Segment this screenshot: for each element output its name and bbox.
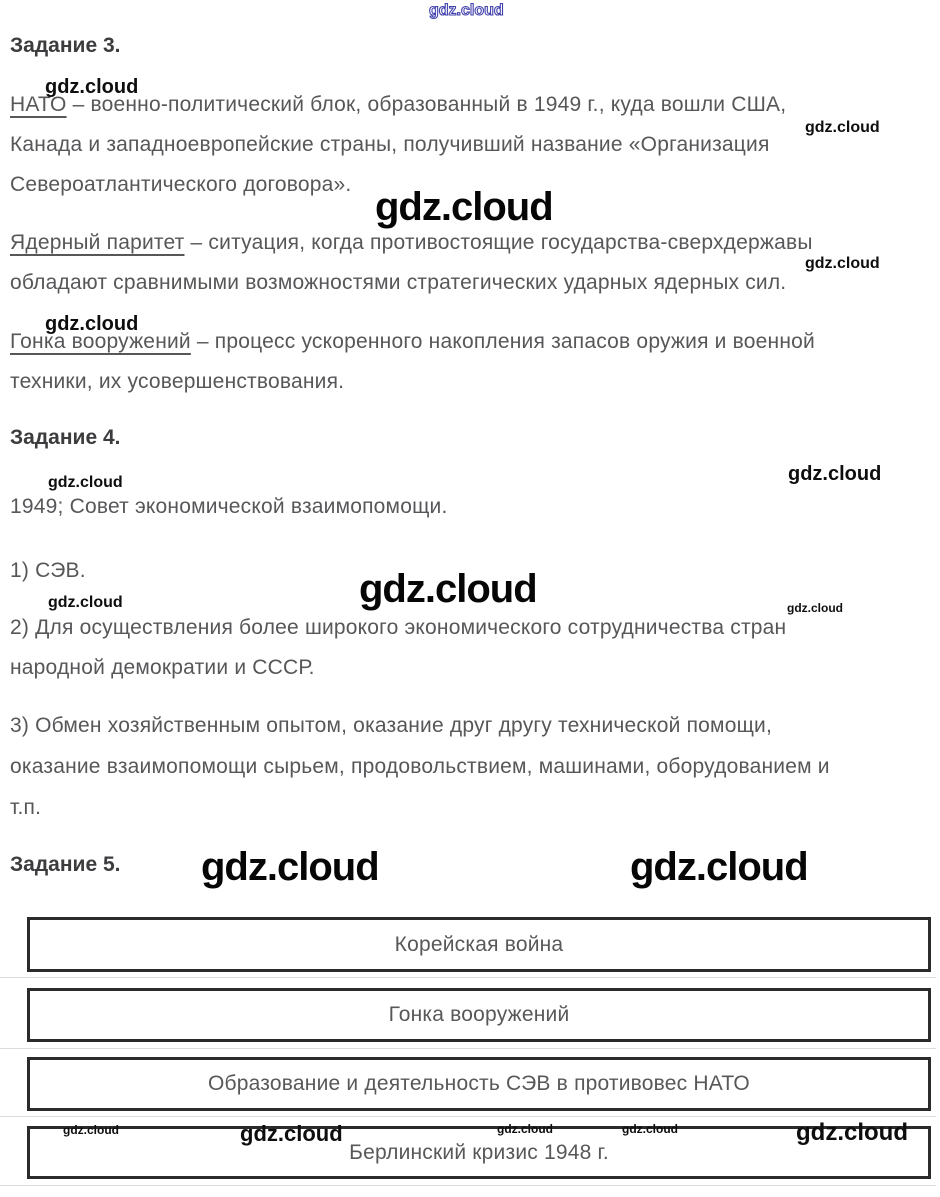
box-shadow-line xyxy=(0,1116,936,1117)
definition-text: – процесс ускоренного накопления запасов оружия и военной xyxy=(190,330,815,353)
watermark: gdz.cloud xyxy=(497,1122,553,1136)
answer-line: народной демократии и СССР. xyxy=(10,656,315,679)
watermark: gdz.cloud xyxy=(63,1123,119,1137)
task3-title: Задание 3. xyxy=(10,34,121,57)
watermark: gdz.cloud xyxy=(796,1119,908,1146)
table-row xyxy=(27,1057,931,1111)
answer-line: 1949; Совет экономической взаимопомощи. xyxy=(10,495,448,518)
answer-line: т.п. xyxy=(10,796,42,819)
watermark: gdz.cloud xyxy=(201,845,379,889)
task4-answer-3 xyxy=(10,705,830,828)
task4-intro xyxy=(10,487,448,527)
watermark: gdz.cloud xyxy=(45,313,139,335)
task4-answer-1 xyxy=(10,551,86,591)
watermark: gdz.cloud xyxy=(45,76,139,98)
watermark: gdz.cloud xyxy=(787,601,843,615)
definition-line: обладают сравнимыми возможностями стратегических ударных ядерных сил. xyxy=(10,271,787,294)
term-nuclear-parity: Ядерный паритет xyxy=(10,231,185,254)
definition-nuclear-parity xyxy=(10,223,813,303)
box-shadow-line xyxy=(0,1185,936,1186)
table-row-label: Берлинский кризис 1948 г. xyxy=(349,1140,609,1164)
answer-line: оказание взаимопомощи сырьем, продовольствием, машинами, оборудованием и xyxy=(10,755,830,778)
table-row-label: Образование и деятельность СЭВ в противовес НАТО xyxy=(208,1072,750,1095)
watermark: gdz.cloud xyxy=(240,1121,343,1146)
table-row xyxy=(27,917,931,972)
definition-line: техники, их усовершенствования. xyxy=(10,370,345,393)
watermark: gdz.cloud xyxy=(622,1122,678,1136)
box-shadow-line xyxy=(0,1048,936,1049)
watermark: gdz.cloud xyxy=(630,845,808,889)
answer-line: 1) СЭВ. xyxy=(10,559,86,582)
term-nato: НАТО xyxy=(10,93,67,116)
definition-line: Канада и западноевропейские страны, получивший название «Организация xyxy=(10,133,770,156)
watermark: gdz.cloud xyxy=(48,474,123,491)
watermark: gdz.cloud xyxy=(788,463,882,485)
answer-line: 2) Для осуществления более широкого экономического сотрудничества стран xyxy=(10,616,787,639)
table-row-label: Гонка вооружений xyxy=(388,1003,570,1026)
table-row xyxy=(27,988,931,1042)
watermark: gdz.cloud xyxy=(359,567,537,611)
watermark-outline: gdz.cloud xyxy=(429,2,504,19)
definition-line: Североатлантического договора». xyxy=(10,173,352,196)
definition-text: – ситуация, когда противостоящие государства-сверхдержавы xyxy=(184,231,813,254)
watermark: gdz.cloud xyxy=(48,594,123,611)
task5-title: Задание 5. xyxy=(10,853,121,876)
term-arms-race: Гонка вооружений xyxy=(10,330,191,353)
watermark: gdz.cloud xyxy=(805,119,880,136)
answer-line: 3) Обмен хозяйственным опытом, оказание друг другу технической помощи, xyxy=(10,714,773,737)
watermark: gdz.cloud xyxy=(805,255,880,272)
table-row-label: Корейская война xyxy=(394,932,564,956)
task4-title: Задание 4. xyxy=(10,426,121,449)
task4-answer-2 xyxy=(10,608,786,688)
definition-text: – военно-политический блок, образованный в 1949 г., куда вошли США, xyxy=(66,93,787,116)
watermark: gdz.cloud xyxy=(375,185,553,229)
box-shadow-line xyxy=(0,977,936,978)
